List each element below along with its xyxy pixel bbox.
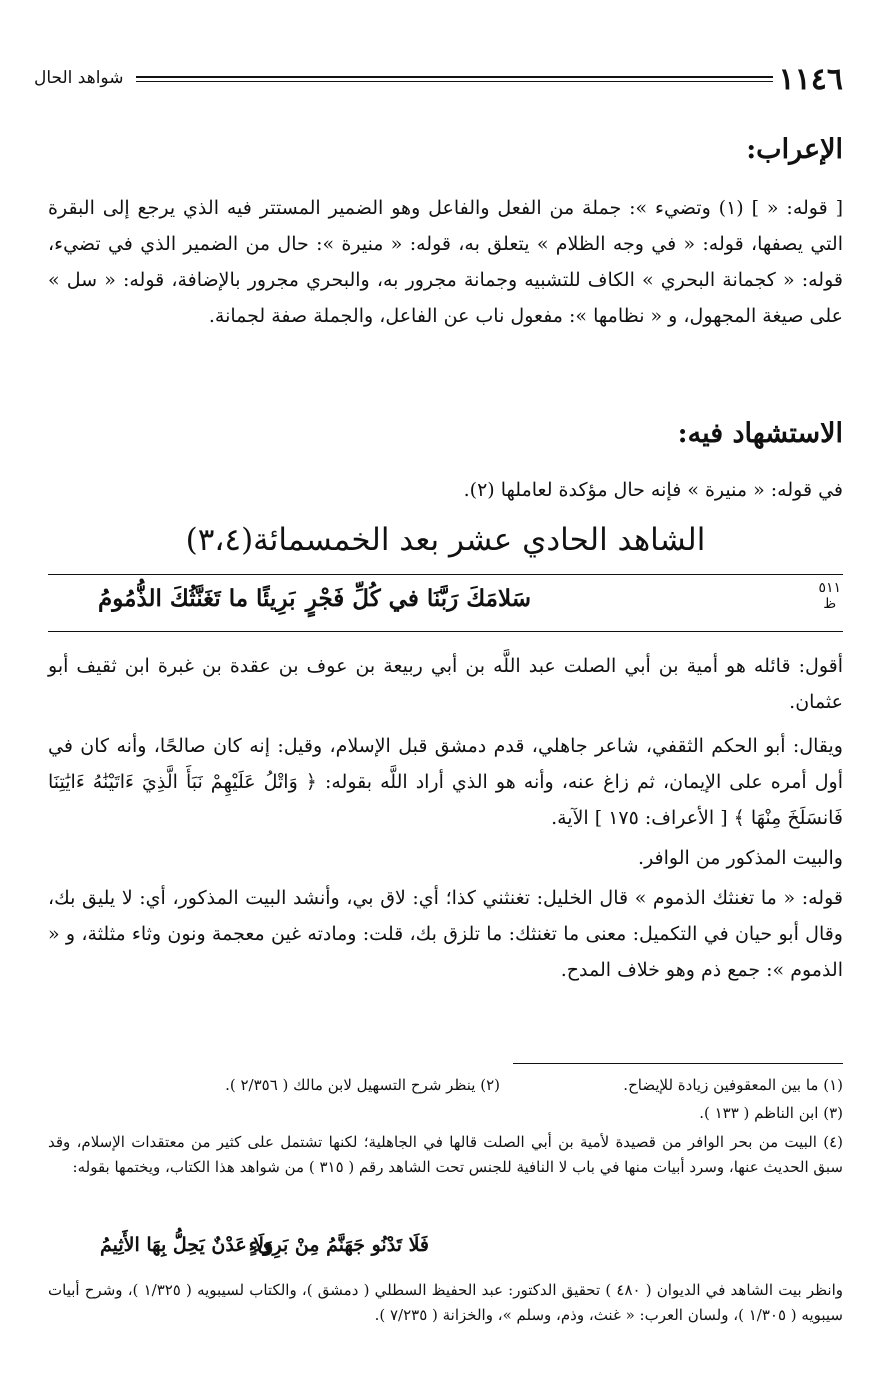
- commentary-explanation: قوله: « ما تغنثك الذموم » قال الخليل: تغنثني كذا؛ أي: لاق بي، وأنشد البيت المذكور، أي: لا يليق بك، وقال أبو حيان في التكميل: معنى ما تغنثك: ما تلزق بك، قلت: ومادته غين معجمة ونون وثاء مثلثة، و « الذموم »: جمع ذم وهو خلاف المدح.: [48, 887, 843, 981]
- footnote-verse-right: فَلَا تَدْنُو جَهَنَّمُ مِنْ بَرِيءٍ: [248, 1234, 429, 1256]
- istishhad-text: في قوله: « منيرة » فإنه حال مؤكدة لعاملها (٢).: [463, 479, 843, 501]
- footnote-rule: [513, 1063, 843, 1064]
- commentary: [48, 648, 843, 988]
- footnote-3: (٣) ابن الناظم ( ١٣٣ ).: [699, 1104, 843, 1122]
- header-rule-thin: [136, 81, 773, 82]
- commentary-meter: والبيت المذكور من الوافر.: [638, 847, 843, 869]
- verse-number-value: ٥١١: [818, 580, 841, 596]
- footnote-5: وانظر بيت الشاهد في الديوان ( ٤٨٠ ) تحقيق الدكتور: عبد الحفيظ السطلي ( دمشق )، والكتاب لسيبويه ( ١/٣٢٥ )، وشرح أبيات سيبويه ( ١/٣٠٥ )، ولسان العرب: « غنث، وذم، وسلم »، والخزانة ( ٧/٢٣٥ ).: [48, 1281, 843, 1324]
- istishhad-heading: الاستشهاد فيه:: [677, 418, 843, 449]
- istishhad-paragraph: [48, 472, 843, 508]
- footnote-verse-left: وَلَا عَدْنٌ يَحِلُّ بِهَا الأَثِيمُ: [100, 1234, 274, 1256]
- irab-paragraph: [48, 190, 843, 334]
- verse-marker: ظ: [823, 596, 837, 612]
- irab-text: [ قوله: « ] (١) وتضيء »: جملة من الفعل والفاعل وهو الضمير المستتر فيه الذي يرجع إلى البقرة التي يصفها، قوله: « في وجه الظلام » يتعلق به، قوله: « منيرة »: حال من الضمير الذي في تضيء، قوله: « كجمانة البحري » الكاف للتشبيه وجمانة مجرور به، والبحري مجرور بالإضافة، قوله: « سل » على صيغة المجهول، و « نظامها »: مفعول ناب عن الفاعل، والجملة صفة لجمانة.: [48, 197, 843, 327]
- commentary-author: أقول: قائله هو أمية بن أبي الصلت عبد اللَّه بن أبي ربيعة بن عوف بن عقدة بن غبرة ابن ثقيف أبو عثمان.: [48, 655, 843, 713]
- header-rule: [136, 76, 773, 78]
- irab-heading: الإعراب:: [746, 134, 843, 165]
- running-title: شواهد الحال: [34, 68, 124, 88]
- verse-number: [818, 580, 841, 612]
- footnote-4: (٤) البيت من بحر الوافر من قصيدة لأمية بن أبي الصلت قالها في الجاهلية؛ لكنها تشتمل على كثير من معتقدات الإسلام، وقد سبق الحديث عنها، وسرد أبيات منها في باب لا النافية للجنس تحت الشاهد رقم ( ٣١٥ ) من شواهد هذا الكتاب، ويختمها بقوله:: [48, 1133, 843, 1176]
- witness-title: الشاهد الحادي عشر بعد الخمسمائة(٣،٤): [185, 522, 706, 558]
- page-number: ١١٤٦: [778, 62, 843, 97]
- commentary-biography: ويقال: أبو الحكم الثقفي، شاعر جاهلي، قدم دمشق قبل الإسلام، وقيل: إنه كان صالحًا، وأنه كان في أول أمره على الإيمان، ثم زاغ عنه، وأنه هو الذي أراد اللَّه بقوله: ﴿ وَاتْلُ عَلَيْهِمْ نَبَأَ الَّذِيَ ءَاتَيْنَٰهُ ءَايَٰتِنَا فَانسَلَخَ مِنْهَا ﴾ [ الأعراف: ١٧٥ ] الآية.: [48, 735, 843, 829]
- verse-hemistich-right: سَلامَكَ رَبَّنَا في كُلِّ فَجْرٍ: [305, 585, 531, 612]
- footnote-1: (١) ما بين المعقوفين زيادة للإيضاح.: [623, 1076, 843, 1094]
- verse-hemistich-left: بَرِيئًا ما تَغَنَّثُكَ الذُّمُومُ: [98, 585, 296, 612]
- footnote-2: (٢) ينظر شرح التسهيل لابن مالك ( ٢/٣٥٦ ).: [225, 1076, 500, 1094]
